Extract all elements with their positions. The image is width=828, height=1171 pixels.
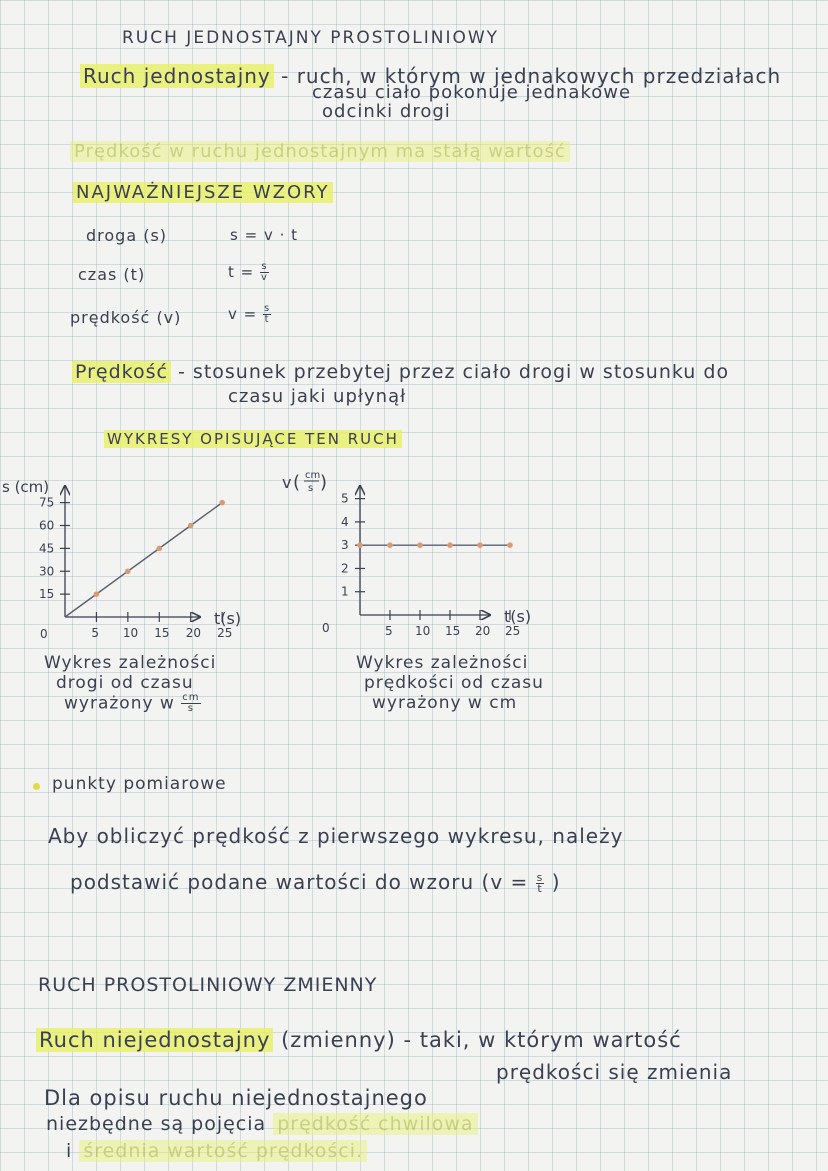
definition-line2: czasu ciało pokonuje jednakowe [312,82,632,103]
data-point-5 [94,591,100,597]
note-line2-end: ) [551,870,561,894]
chart2-caption-line2: prędkości od czasu [364,673,544,693]
data-point-25 [507,542,513,548]
chart1-caption-unit-den: s [187,703,194,714]
chart2-y-label-num: cm [305,470,321,481]
svg-text:(: ( [293,472,301,493]
formula-speed [228,304,271,325]
chart2-y-label-den: s [308,483,314,494]
chart1-caption-unit-num: cm [182,692,200,703]
formulas-heading [73,182,333,203]
section2-line5-row [66,1140,367,1162]
y-tick-label-30: 30 [39,564,55,579]
y-tick-label-60: 60 [39,518,55,533]
charts-heading-text: WYKRESY OPISUJĄCE TEN RUCH [104,430,402,448]
section2-line2: prędkości się zmienia [496,1060,733,1084]
x-tick-label-25: 25 [505,624,521,638]
x-tick-label-10: 10 [415,624,431,638]
y-tick-label-1: 1 [341,584,349,599]
formula-speed-lhs: v = [228,305,258,323]
data-point-25 [219,500,225,506]
note-line2-den: t [537,882,543,895]
formula-label-time: czas (t) [78,265,146,284]
formulas-heading-text: NAJWAŻNIEJSZE WZORY [73,182,333,203]
formula-label-speed: prędkość (v) [70,308,182,327]
section2-line4-row [46,1113,478,1135]
y-tick-label-2: 2 [341,561,349,576]
chart-speed-time [282,462,560,654]
svg-text:): ) [320,472,328,493]
definition-line1: - ruch, w którym w jednakowych przedziałach [281,64,782,88]
note-line1: Aby obliczyć prędkość z pierwszego wykresu, należy [48,824,624,848]
x-tick-label-25: 25 [217,626,233,640]
section2-line4: niezbędne są pojęcia [46,1113,267,1135]
chart1-y-label: s (cm) [2,478,50,496]
definition-term: Ruch jednostajny [80,64,274,88]
chart1-caption-unit-text: wyrażony w [64,693,175,714]
data-point-20 [188,523,194,529]
chart2-origin: 0 [322,621,330,635]
y-tick-label-5: 5 [341,491,349,506]
section2-line1: (zmienny) - taki, w którym wartość [281,1028,682,1052]
x-tick-label-10: 10 [122,626,139,640]
chart1-caption [44,653,216,714]
formula-label-distance: droga (s) [86,226,168,245]
chart2-caption-line3: wyrażony w cm [372,693,518,713]
chart1-caption-unit [181,693,200,714]
speed-term: Prędkość [72,361,171,383]
x-tick-label-15: 15 [154,626,170,640]
speed-definition-line2: czasu jaki upłynął [228,386,407,407]
chart2-x-label: t(s) [504,607,532,626]
formula-speed-den: t [264,314,270,325]
x-tick-label-15: 15 [445,624,461,638]
x-tick-label-5: 5 [385,624,393,638]
speed-definition-line1: - stosunek przebytej przez ciało drogi w stosunku do [178,361,730,383]
page-title: RUCH JEDNOSTAJNY PROSTOLINIOWY [122,28,500,48]
formula-time-num: s [261,261,268,272]
section2-definition [36,1028,682,1052]
series-line [65,503,222,617]
x-tick-label-20: 20 [185,626,201,640]
formula-time [228,262,269,283]
data-point-0 [357,542,363,548]
chart1-caption-line2: drogi od czasu [56,673,194,693]
definition-line3: odcinki drogi [322,101,451,122]
chart-distance-time [0,462,290,654]
y-tick-label-75: 75 [39,495,55,510]
chart2-caption [356,653,544,713]
chart1-caption-line1: Wykres zależności [44,653,217,673]
section2-line5: i [66,1140,73,1162]
chart1-origin: 0 [40,627,48,641]
data-point-10 [417,542,423,548]
chart2-y-label-prefix: v [282,473,292,492]
bullet-text: punkty pomiarowe [52,774,227,794]
formula-speed-fraction [263,304,271,325]
note-line2 [70,870,561,894]
y-tick-label-15: 15 [39,587,55,602]
note-line2-num: s [536,871,544,884]
formula-distance: s = v · t [230,226,298,244]
formula-time-fraction [260,262,269,283]
formula-time-lhs: t = [228,263,255,281]
y-tick-label-4: 4 [341,514,349,529]
chart2-caption-line1: Wykres zależności [356,653,529,673]
section2-faded1: prędkość chwilowa [273,1113,477,1135]
data-point-20 [477,542,483,548]
charts-heading [104,430,402,448]
note-line2-fraction [536,873,545,894]
formula-time-den: v [261,272,268,283]
x-tick-label-20: 20 [475,624,491,638]
chart2-y-label [282,470,327,494]
data-point-15 [447,542,453,548]
chart1-caption-line3 [44,693,216,714]
y-tick-label-3: 3 [341,538,349,553]
y-tick-label-45: 45 [39,541,55,556]
data-point-15 [156,546,162,552]
note-line2-text: podstawić podane wartości do wzoru (v = [70,870,529,894]
section2-line3: Dla opisu ruchu niejednostajnego [44,1086,428,1110]
section2-title: RUCH PROSTOLINIOWY ZMIENNY [38,974,378,996]
faded-note: Prędkość w ruchu jednostajnym ma stałą wartość [70,141,570,162]
speed-definition [72,361,729,383]
section2-faded2: średnia wartość prędkości. [79,1140,367,1162]
section2-term: Ruch niejednostajny [36,1028,273,1052]
formula-speed-num: s [264,303,271,314]
chart1-x-label: t(s) [214,609,242,628]
x-tick-label-5: 5 [91,626,100,640]
data-point-10 [125,568,131,574]
bullet-dot [33,783,40,790]
data-point-5 [387,542,393,548]
